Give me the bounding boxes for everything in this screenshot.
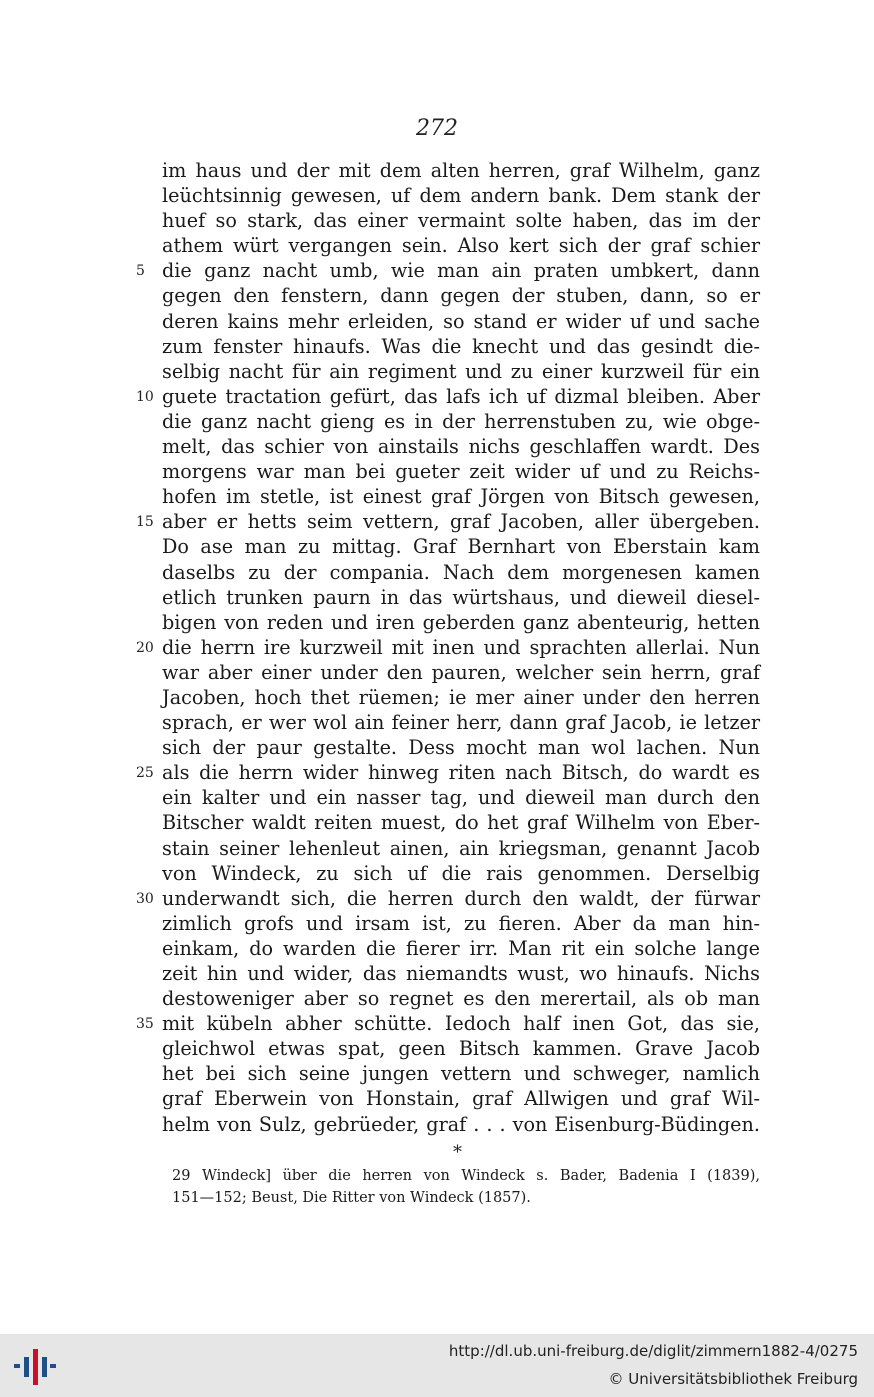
line-text: morgens war man bei gueter zeit wider uf und zu Reichs- [162, 460, 760, 484]
line-number: 15 [136, 514, 154, 531]
line-text: bigen von reden und iren geberden ganz abenteurig, hetten [162, 610, 760, 634]
line-text: melt, das schier von ainstails nichs geschlaffen wardt. Des [162, 435, 760, 459]
line-number: 25 [136, 765, 154, 782]
line-text: als die herrn wider hinweg riten nach Bitsch, do wardt es [162, 761, 760, 785]
text-line [162, 961, 760, 986]
text-line [162, 183, 760, 208]
text-line [162, 836, 760, 861]
line-text: stain seiner lehenleut ainen, ain kriegsman, genannt Jacob [162, 836, 760, 860]
line-number: 5 [136, 263, 145, 280]
text-line [162, 585, 760, 610]
line-number: 30 [136, 890, 154, 907]
line-text: sprach, er wer wol ain feiner herr, dann graf Jacob, ie letzer [162, 711, 760, 735]
line-text: gegen den fenstern, dann gegen der stuben, dann, so er [162, 284, 760, 308]
text-line [162, 1036, 760, 1061]
text-line [162, 660, 760, 685]
text-line [162, 208, 760, 233]
line-text: het bei sich seine jungen vettern und schweger, namlich [162, 1062, 760, 1086]
line-text: gleichwol etwas spat, geen Bitsch kammen. Grave Jacob [162, 1037, 760, 1061]
footnote-line: 151—152; Beust, Die Ritter von Windeck (1857). [172, 1190, 531, 1206]
text-line [162, 1061, 760, 1086]
text-line [162, 861, 760, 886]
line-text: etlich trunken paurn in das würtshaus, und dieweil diesel- [162, 585, 760, 609]
line-text: sich der paur gestalte. Dess mocht man wol lachen. Nun [162, 736, 760, 760]
text-line [162, 534, 760, 559]
line-text: selbig nacht für ain regiment und zu einer kurzweil für ein [162, 359, 760, 383]
line-text: huef so stark, das einer vermaint solte haben, das im der [162, 209, 760, 233]
text-line [162, 233, 760, 258]
text-line [162, 936, 760, 961]
text-line [162, 283, 760, 308]
line-text: von Windeck, zu sich uf die rais genommen. Derselbig [162, 861, 760, 885]
line-text: ein kalter und ein nasser tag, und dieweil man durch den [162, 786, 760, 810]
text-line [162, 785, 760, 810]
line-text: Do ase man zu mittag. Graf Bernhart von Eberstain kam [162, 535, 760, 559]
text-line [162, 735, 760, 760]
main-text [136, 158, 760, 1137]
page-number: 272 [416, 116, 458, 141]
line-text: Jacoben, hoch thet rüemen; ie mer ainer under den herren [162, 685, 760, 709]
text-line [162, 810, 760, 835]
text-line [136, 384, 760, 409]
line-text: die ganz nacht gieng es in der herrenstuben zu, wie obge- [162, 409, 760, 433]
line-text: destoweniger aber so regnet es den merertail, als ob man [162, 987, 760, 1011]
line-text: zimlich grofs und irsam ist, zu fieren. Aber da man hin- [162, 911, 760, 935]
document-url-link[interactable]: http://dl.ub.uni-freiburg.de/diglit/zimmern1882-4/0275 [448, 1342, 858, 1360]
text-line [162, 911, 760, 936]
text-line [136, 258, 760, 283]
viewer-footer [0, 1334, 874, 1397]
text-line [162, 1112, 760, 1137]
text-line [136, 886, 760, 911]
line-text: zeit hin und wider, das niemandts wust, wo hinaufs. Nichs [162, 962, 760, 985]
line-number: 35 [136, 1016, 154, 1033]
text-line [136, 760, 760, 785]
text-line [162, 459, 760, 484]
line-text: aber er hetts seim vettern, graf Jacoben, aller übergeben. [162, 510, 760, 534]
line-text: im haus und der mit dem alten herren, graf Wilhelm, ganz [162, 159, 760, 182]
text-line [162, 685, 760, 710]
text-line [162, 484, 760, 509]
line-text: underwandt sich, die herren durch den waldt, der fürwar [162, 886, 760, 910]
text-line [162, 1086, 760, 1111]
footnotes [172, 1165, 760, 1209]
line-text: athem würt vergangen sein. Also kert sich der graf schier [162, 234, 760, 258]
text-line [136, 635, 760, 660]
text-line [162, 986, 760, 1011]
line-text: Bitscher waldt reiten muest, do het graf Wilhelm von Eber- [162, 811, 760, 835]
line-text: guete tractation gefürt, das lafs ich uf dizmal bleiben. Aber [162, 384, 760, 408]
text-line [162, 334, 760, 359]
text-line [136, 1011, 760, 1036]
line-text: die ganz nacht umb, wie man ain praten umbkert, dann [162, 259, 760, 283]
copyright-notice: © Universitätsbibliothek Freiburg [608, 1370, 858, 1388]
text-line [136, 509, 760, 534]
line-text: zum fenster hinaufs. Was die knecht und das gesindt die- [162, 334, 760, 358]
line-text: daselbs zu der compania. Nach dem morgenesen kamen [162, 560, 760, 584]
line-text: graf Eberwein von Honstain, graf Allwigen und graf Wil- [162, 1087, 760, 1111]
text-line [162, 409, 760, 434]
line-text: mit kübeln abher schütte. Iedoch half inen Got, das sie, [162, 1012, 760, 1036]
line-text: hofen im stetle, ist einest graf Jörgen von Bitsch gewesen, [162, 485, 760, 509]
text-line [162, 434, 760, 459]
text-line [162, 710, 760, 735]
line-number: 10 [136, 388, 154, 405]
text-line [162, 158, 760, 183]
footnote-separator-mark: * [453, 1142, 462, 1163]
text-line [162, 359, 760, 384]
text-line [162, 610, 760, 635]
line-text: war aber einer under den pauren, welcher sein herrn, graf [162, 660, 760, 684]
line-number: 20 [136, 639, 154, 656]
text-line [162, 560, 760, 585]
line-text: deren kains mehr erleiden, so stand er wider uf und sache [162, 309, 760, 333]
line-text: einkam, do warden die fierer irr. Man rit ein solche lange [162, 936, 760, 960]
line-text: die herrn ire kurzweil mit inen und sprachten allerlai. Nun [162, 635, 760, 659]
line-text: leüchtsinnig gewesen, uf dem andern bank. Dem stank der [162, 184, 760, 208]
text-line [162, 309, 760, 334]
ub-freiburg-logo-icon[interactable] [12, 1347, 56, 1387]
line-text: helm von Sulz, gebrüeder, graf . . . von Eisenburg-Büdingen. [162, 1112, 760, 1136]
footnote-line: 29 Windeck] über die herren von Windeck s. Bader, Badenia I (1839), [172, 1168, 760, 1184]
